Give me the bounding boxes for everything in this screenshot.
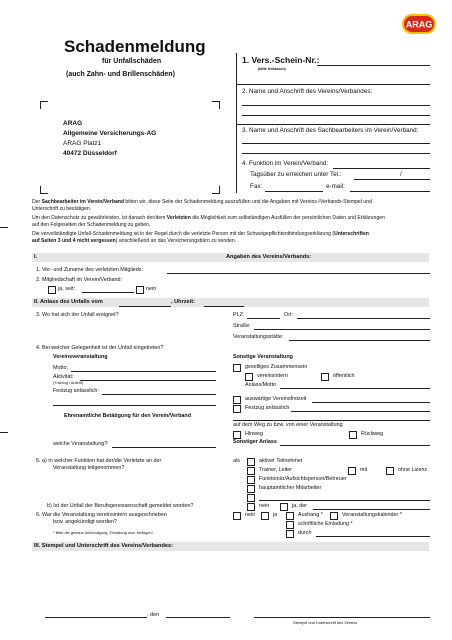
street-line[interactable] [254, 329, 430, 330]
public-label: öffentlich [333, 373, 355, 379]
activity-line[interactable] [80, 380, 216, 381]
announced-no-checkbox[interactable] [233, 512, 241, 520]
membership-no-label: nein [146, 286, 157, 292]
function-line[interactable] [333, 168, 430, 169]
employee-checkbox[interactable] [247, 485, 255, 493]
signature-line[interactable] [254, 617, 430, 618]
active-participant-label: aktiver Teilnehmer [259, 458, 303, 464]
other-function-line[interactable] [259, 500, 430, 501]
parade2-line[interactable] [291, 411, 430, 412]
social-gathering-label: geselliges Zusammensein [245, 364, 308, 370]
address-line-3: ARAG Platz1 [63, 140, 102, 147]
q4-label: 4. Bei welcher Gelegenheit ist der Unfall eingetreten? [36, 345, 164, 351]
occasion-motto-line[interactable] [280, 388, 430, 389]
section2-time: , Uhrzeit: [171, 299, 195, 305]
fold-mark-top [0, 227, 8, 228]
invitation-label: schriftliche Einladung * [298, 521, 353, 527]
which-event-line[interactable] [112, 447, 216, 448]
address-line-2: Allgemeine Versicherungs-AG [63, 130, 157, 137]
bg-no-label: nein [259, 503, 270, 509]
q1-label: 1. Vor- und Zuname des verletzten Mitglieds: [36, 267, 143, 273]
notice-label: Aushang * [298, 512, 323, 518]
arag-logo [400, 12, 438, 36]
away-trip-label: auswärtige Vereinsfreizeit [245, 396, 307, 402]
parade-label: Festzug anlässlich: [53, 388, 99, 394]
subtitle-2: (auch Zahn- und Brillenschäden) [66, 71, 175, 78]
by-checkbox[interactable] [286, 530, 294, 538]
address-corner-br [212, 186, 220, 194]
q6-label-1: 6. War die Veranstaltung vereinsintern ausgeschrieben [36, 512, 167, 518]
calendar-checkbox[interactable] [330, 512, 338, 520]
parade2-label: Festzug anlässlich [245, 405, 290, 411]
internal-checkbox[interactable] [245, 373, 253, 381]
announced-yes-label: ja [273, 512, 278, 518]
handler-name-label: 3. Name und Anschrift des Sachbearbeiters im Verein/Verband: [242, 127, 419, 134]
section3-title: III. Stempel und Unterschrift des Vereins/Verbandes: [34, 543, 173, 549]
accident-time-line[interactable] [204, 306, 244, 307]
phone-label: Tagsüber zu erreichen unter Tel.: [250, 171, 342, 178]
volunteer-heading: Ehrenamtliche Betätigung für den Verein/Verband [64, 413, 192, 419]
social-gathering-checkbox[interactable] [233, 364, 241, 372]
without-license-label: ohne Lizenz [398, 467, 428, 473]
intro-line-1: Der Sachbearbeiter im Verein/Verband bitten wir, diese Seite der Schadenmeldung auszufüllen und die Angaben mit Vereins-/Verbands-Stempel und [32, 199, 372, 205]
venue-line[interactable] [289, 340, 430, 341]
function-label: 4. Funktion im Verein/Verband: [242, 160, 329, 167]
other-reason-label: Sonstiger Anlass [233, 439, 277, 445]
club-name-line-2[interactable] [242, 115, 430, 116]
handler-name-line-1[interactable] [242, 143, 430, 144]
commute-label: auf dem Weg zu bzw. von einer Veranstaltung [233, 422, 343, 428]
fax-label: Fax: [250, 183, 263, 190]
intro-line-2: Unterschrift zu bestätigen. [32, 206, 92, 212]
by-label: durch [298, 530, 312, 536]
outbound-checkbox[interactable] [233, 431, 241, 439]
activity-label: Aktivität: [53, 374, 74, 380]
divider-f2 [236, 124, 430, 125]
official-label: Funktionär/Aufsichtsperson/Betreuer [259, 476, 347, 482]
q6-label-2: bzw. angekündigt worden? [53, 519, 117, 525]
employee-label: hauptamtlicher Mitarbeiter [259, 485, 322, 491]
trainer-label: Trainer, Leiter [259, 467, 293, 473]
member-name-line[interactable] [167, 273, 430, 274]
outbound-label: Hinweg [245, 431, 263, 437]
city-label: Ort: [284, 312, 293, 318]
bg-no-checkbox[interactable] [247, 503, 255, 511]
membership-no-checkbox[interactable] [136, 286, 144, 294]
bg-yes-checkbox[interactable] [280, 503, 288, 511]
q3-label: 3. Wo hat sich der Unfall ereignet? [36, 312, 119, 318]
return-label: Rückweg [361, 431, 384, 437]
zip-label: PLZ: [233, 312, 245, 318]
q2-label: 2. Mitgliedschaft im Verein/Verband: [36, 277, 122, 283]
venue-label: Veranstaltungsstätte: [233, 334, 284, 340]
address-line-4: 40472 Düsseldorf [63, 150, 117, 157]
membership-yes-checkbox[interactable] [48, 286, 56, 294]
club-name-label: 2. Name und Anschrift des Vereins/Verbandes: [242, 88, 373, 95]
section2-title: II. Anlass des Unfalls vom [34, 299, 103, 305]
signature-caption: Stempel und Unterschrift des Vereins [293, 620, 358, 625]
divider-f1 [236, 84, 430, 85]
section1-title: Angaben des Vereins/Verbands: [226, 254, 312, 260]
subtitle-1: für Unfallschäden [102, 58, 162, 65]
by-line[interactable] [316, 536, 430, 537]
handler-name-line-2[interactable] [242, 153, 430, 154]
away-trip-line[interactable] [312, 402, 430, 403]
q6-note: * Bitte die genaue Ankündigung, Einladung usw. beifügen! [53, 530, 153, 535]
club-event-heading: Vereinsveranstaltung [53, 354, 108, 360]
parade-line-2[interactable] [53, 405, 216, 406]
announced-yes-checkbox[interactable] [261, 512, 269, 520]
city-line[interactable] [297, 318, 430, 319]
right-column-divider [236, 53, 237, 193]
policy-number-note: (bitte freilassen) [258, 67, 286, 71]
parade2-checkbox[interactable] [233, 405, 241, 413]
address-corner-tl [40, 101, 48, 109]
section1-number: I. [34, 254, 38, 260]
intro-line-3: Um den Datenschutz zu gewährleisten, ist danach der/dem Verletzten die Möglichkeit zum selbständigen Ausfüllen der persönlichen Daten und Erklärungen [32, 215, 385, 221]
phone-slash: / [400, 171, 402, 178]
without-license-checkbox[interactable] [386, 467, 394, 475]
email-line[interactable] [350, 191, 430, 192]
q5b-label: b) Ist der Unfall der Berufsgenossenschaft gemeldet worden? [47, 503, 194, 509]
accident-date-line[interactable] [119, 306, 171, 307]
other-function-checkbox[interactable] [247, 494, 255, 502]
phone-line[interactable] [354, 179, 430, 180]
membership-yes-label: ja, seit: [58, 286, 76, 292]
date-line[interactable] [166, 617, 230, 618]
bg-yes-label: ja, der [292, 503, 307, 509]
public-checkbox[interactable] [321, 373, 329, 381]
logo-text: ARAG [405, 19, 433, 30]
page-title: Schadenmeldung [64, 37, 206, 56]
calendar-label: Veranstaltungskalender * [342, 512, 402, 518]
policy-number-line[interactable] [317, 65, 430, 66]
club-name-line-1[interactable] [242, 105, 430, 106]
active-participant-checkbox[interactable] [247, 458, 255, 466]
motto-label: Motto: [53, 365, 68, 371]
away-trip-checkbox[interactable] [233, 396, 241, 404]
date-label: , den [147, 612, 159, 618]
fax-line[interactable] [265, 191, 323, 192]
activity-note: (Training / Auftritt) [53, 381, 84, 385]
policy-number-label: 1. Vers.-Schein-Nr.: [242, 55, 320, 65]
invitation-checkbox[interactable] [286, 521, 294, 529]
parade2-line-2[interactable] [233, 420, 430, 421]
q5a-label-2: Veranstaltung teilgenommen? [53, 465, 125, 471]
intro-line-5: Die vervollständigte Unfall-Schadenmeldung ist in der Regel durch die verletzte Person mit der Schweigepflichtentbindungserklärung (Unterschriften [32, 231, 369, 237]
email-label: e-mail: [326, 183, 345, 190]
fold-mark-middle [0, 432, 8, 433]
intro-line-4: auf den Folgeseiten der Schadenmeldung zu geben. [32, 222, 151, 228]
address-corner-bl [40, 186, 48, 194]
address-corner-tr [212, 101, 220, 109]
intro-line-6: auf Seiten 3 und 4 nicht vergessen) anschließend an das Versicherungsbüro zu senden. [32, 238, 237, 244]
street-label: Straße: [233, 323, 251, 329]
announced-no-label: nein [245, 512, 256, 518]
as-label: als [233, 458, 240, 464]
with-license-checkbox[interactable] [348, 467, 356, 475]
with-license-label: mit [360, 467, 368, 473]
which-event-label: welche Veranstaltung?: [53, 441, 109, 447]
parade-line[interactable] [102, 394, 216, 395]
other-reason-line[interactable] [280, 445, 430, 446]
motto-line[interactable] [71, 371, 216, 372]
address-line-1: ARAG [63, 120, 83, 127]
q5a-label-1: 5. a) In welcher Funktion hat der/die Verletzte an der [36, 458, 162, 464]
other-event-heading: Sonstige Veranstaltung [233, 354, 293, 360]
trainer-checkbox[interactable] [247, 467, 255, 475]
return-checkbox[interactable] [349, 431, 357, 439]
bg-name-line[interactable] [313, 509, 430, 510]
official-checkbox[interactable] [247, 476, 255, 484]
occasion-motto-label: Anlass/Motto [245, 382, 277, 388]
internal-label: vereinsintern [257, 373, 288, 379]
place-line[interactable] [45, 617, 147, 618]
zip-line[interactable] [247, 318, 280, 319]
membership-since-line[interactable] [82, 292, 134, 293]
notice-checkbox[interactable] [286, 512, 294, 520]
